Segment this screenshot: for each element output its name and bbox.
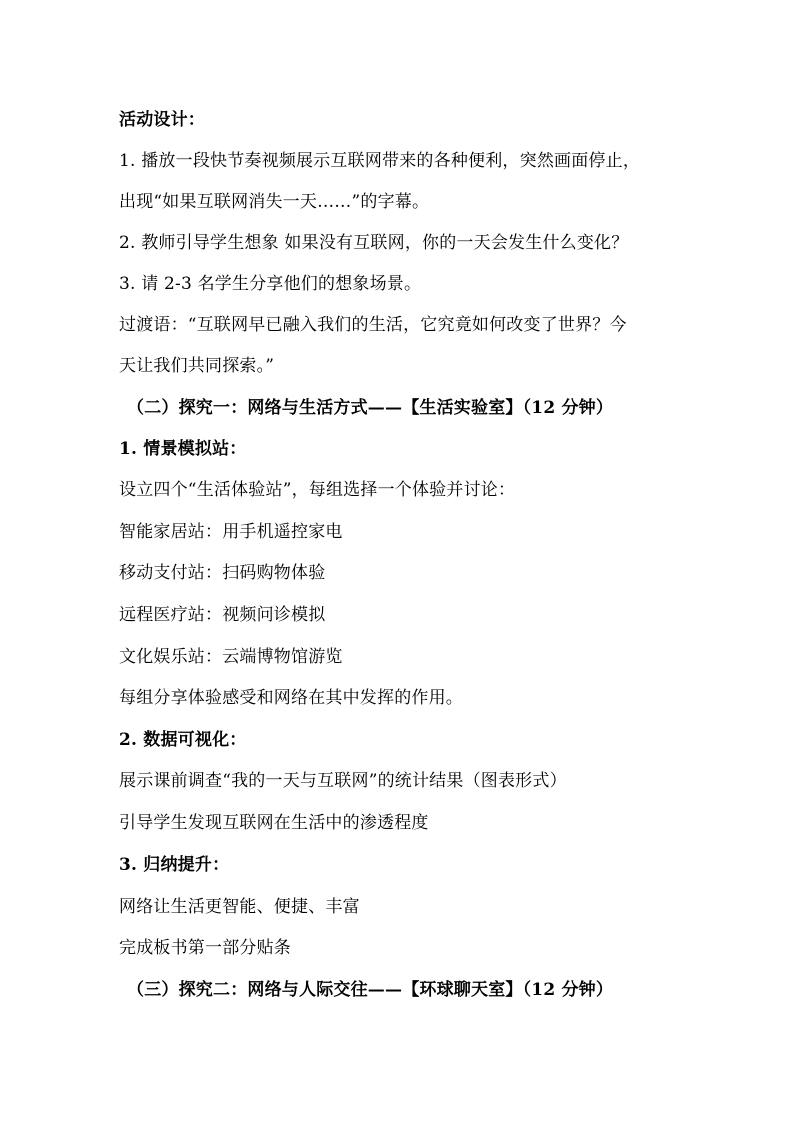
transition-line-2: 天让我们共同探索。” bbox=[119, 356, 275, 376]
item-3-line-2: 完成板书第一部分贴条 bbox=[119, 938, 291, 958]
station-smart-home: 智能家居站：用手机遥控家电 bbox=[119, 522, 343, 542]
item-2-line-2: 引导学生发现互联网在生活中的渗透程度 bbox=[119, 813, 429, 833]
activity-heading: 活动设计： bbox=[119, 110, 205, 130]
section-3-title: （三）探究二：网络与人际交往——【环球聊天室】（12 分钟） bbox=[127, 980, 614, 1000]
station-culture: 文化娱乐站：云端博物馆游览 bbox=[119, 647, 343, 667]
item-1-share: 每组分享体验感受和网络在其中发挥的作用。 bbox=[119, 688, 463, 708]
section-2-title: （二）探究一：网络与生活方式——【生活实验室】（12 分钟） bbox=[127, 398, 614, 418]
item-1-intro: 设立四个“生活体验站”，每组选择一个体验并讨论： bbox=[119, 480, 516, 500]
item-2-line-1: 展示课前调查“我的一天与互联网”的统计结果（图表形式） bbox=[119, 771, 567, 791]
activity-step-2: 2. 教师引导学生想象 如果没有互联网，你的一天会发生什么变化？ bbox=[119, 233, 629, 253]
item-3-line-1: 网络让生活更智能、便捷、丰富 bbox=[119, 897, 360, 917]
item-1-heading: 1. 情景模拟站： bbox=[119, 439, 247, 459]
item-3-heading: 3. 归纳提升： bbox=[119, 855, 230, 875]
transition-line-1: 过渡语：“互联网早已融入我们的生活，它究竟如何改变了世界？今 bbox=[119, 315, 627, 335]
activity-step-3: 3. 请 2-3 名学生分享他们的想象场景。 bbox=[119, 274, 422, 294]
item-2-heading: 2. 数据可视化： bbox=[119, 730, 247, 750]
station-mobile-pay: 移动支付站：扫码购物体验 bbox=[119, 563, 326, 583]
station-remote-medical: 远程医疗站：视频问诊模拟 bbox=[119, 605, 326, 625]
activity-step-1: 1. 播放一段快节奏视频展示互联网带来的各种便利，突然画面停止， bbox=[119, 151, 641, 171]
activity-step-1-cont: 出现“如果互联网消失一天……”的字幕。 bbox=[119, 192, 430, 212]
